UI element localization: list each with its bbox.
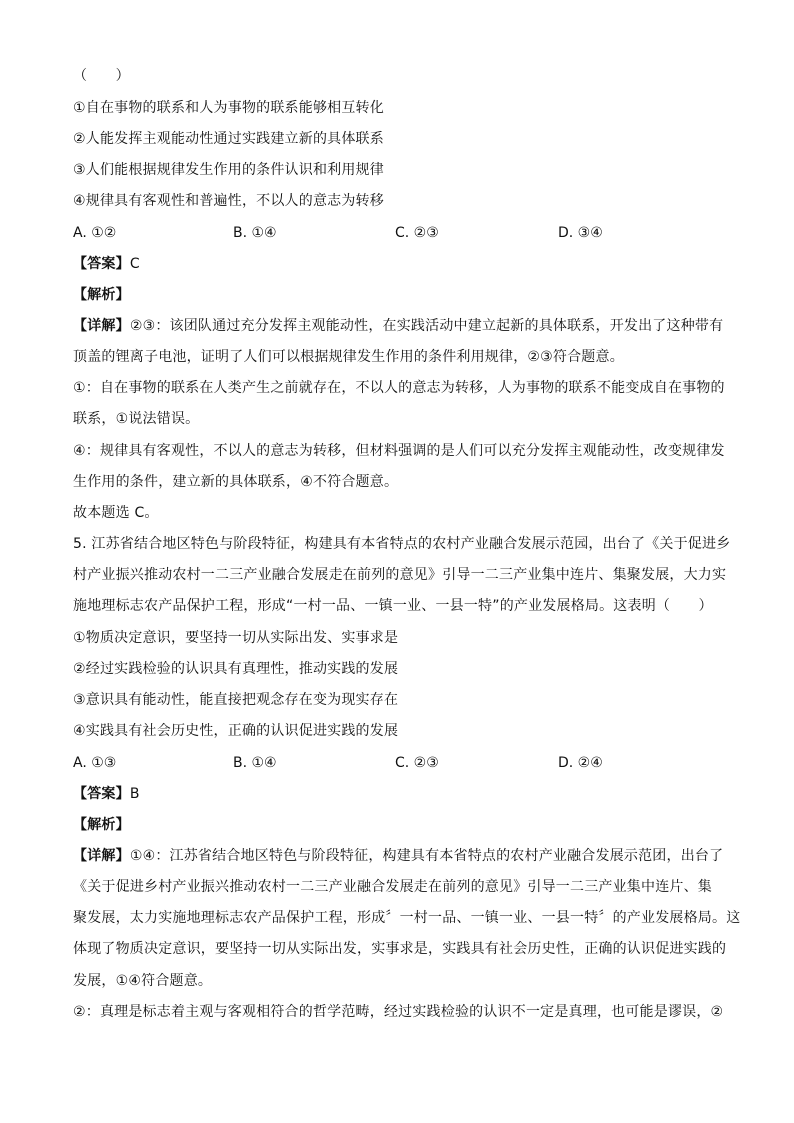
q4-option-b: B. ①④ — [233, 225, 277, 241]
q4-detail-line-2: 顶盖的锂离子电池，证明了人们可以根据规律发生作用的条件利用规律，②③符合题意。 — [73, 349, 624, 365]
answer-value: B — [129, 786, 140, 802]
q4-option-a: A. ①② — [73, 225, 117, 241]
q4-detail-line-3: ①：自在事物的联系在人类产生之前就存在，不以人的意志为转移，人为事物的联系不能变成自在事物的 — [73, 380, 725, 396]
q5-option-c: C. ②③ — [395, 755, 439, 771]
q4-option-c: C. ②③ — [395, 225, 439, 241]
q4-statement-1: ①自在事物的联系和人为事物的联系能够相互转化 — [73, 100, 384, 116]
detail-tag: 【详解】 — [73, 848, 130, 864]
q5-statement-3: ③意识具有能动性，能直接把观念存在变为现实存在 — [73, 692, 399, 708]
q5-detail-line-2: 《关于促进乡村产业振兴推动农村一二三产业融合发展走在前列的意见》引导一二三产业集中连片、集 — [73, 879, 712, 895]
q5-analysis-tag: 【解析】 — [73, 817, 130, 833]
q5-stem-line-1: 5. 江苏省结合地区特色与阶段特征，构建具有本省特点的农村产业融合发展示范园，出台了《关于促进乡 — [73, 536, 731, 552]
q5-statement-1: ①物质决定意识，要坚持一切从实际出发、实事求是 — [73, 630, 399, 646]
q5-statement-2: ②经过实践检验的认识具有真理性，推动实践的发展 — [73, 661, 399, 677]
q4-statement-2: ②人能发挥主观能动性通过实践建立新的具体联系 — [73, 131, 384, 147]
q4-option-d: D. ③④ — [558, 225, 603, 241]
q4-bracket: （ ） — [73, 68, 130, 84]
q5-detail-line-4: 体现了物质决定意识，要坚持一切从实际出发，实事求是，实践具有社会历史性，正确的认识促进实践的 — [73, 941, 727, 957]
q5-detail-line-6: ②：真理是标志着主观与客观相符合的哲学范畴，经过实践检验的认识不一定是真理，也可能是谬误，② — [73, 1004, 724, 1020]
q5-stem-line-2: 村产业振兴推动农村一二三产业融合发展走在前列的意见》引导一二三产业集中连片、集聚发展，大力实 — [73, 567, 727, 583]
answer-tag: 【答案】 — [73, 256, 130, 272]
detail-tag: 【详解】 — [73, 318, 130, 334]
q4-answer — [73, 254, 140, 274]
q5-statement-4: ④实践具有社会历史性，正确的认识促进实践的发展 — [73, 723, 399, 739]
detail-text: ①④：江苏省结合地区特色与阶段特征，构建具有本省特点的农村产业融合发展示范团，出台了 — [129, 848, 724, 864]
q4-statement-3: ③人们能根据规律发生作用的条件认识和利用规律 — [73, 162, 384, 178]
q4-detail-line-6: 生作用的条件，建立新的具体联系，④不符合题意。 — [73, 474, 399, 490]
detail-text: ②③：该团队通过充分发挥主观能动性，在实践活动中建立起新的具体联系，开发出了这种带有 — [129, 318, 724, 334]
q5-option-d: D. ②④ — [558, 755, 603, 771]
q4-detail-line-5: ④：规律具有客观性，不以人的意志为转移，但材料强调的是人们可以充分发挥主观能动性，改变规律发 — [73, 443, 725, 459]
answer-tag: 【答案】 — [73, 786, 130, 802]
q4-analysis-tag: 【解析】 — [73, 287, 130, 303]
q4-detail-line-1 — [73, 316, 723, 336]
q4-detail-line-7: 故本题选 C。 — [73, 505, 159, 521]
q5-detail-line-3: 聚发展，太力实施地理标志农产品保护工程，形成〞一村一品、一镇一业、一县一特〞的产业发展格局。这 — [73, 910, 741, 926]
q4-statement-4: ④规律具有客观性和普遍性，不以人的意志为转移 — [73, 193, 384, 209]
q5-stem-line-3: 施地理标志农产品保护工程，形成“一村一品、一镇一业、一县一特”的产业发展格局。这表明（ ） — [73, 598, 713, 614]
q5-answer — [73, 784, 140, 804]
q5-detail-line-1 — [73, 846, 723, 866]
q4-detail-line-4: 联系，①说法错误。 — [73, 411, 200, 427]
q5-detail-line-5: 发展，①④符合题意。 — [73, 973, 213, 989]
q5-option-b: B. ①④ — [233, 755, 277, 771]
q5-option-a: A. ①③ — [73, 755, 117, 771]
answer-value: C — [129, 256, 140, 272]
